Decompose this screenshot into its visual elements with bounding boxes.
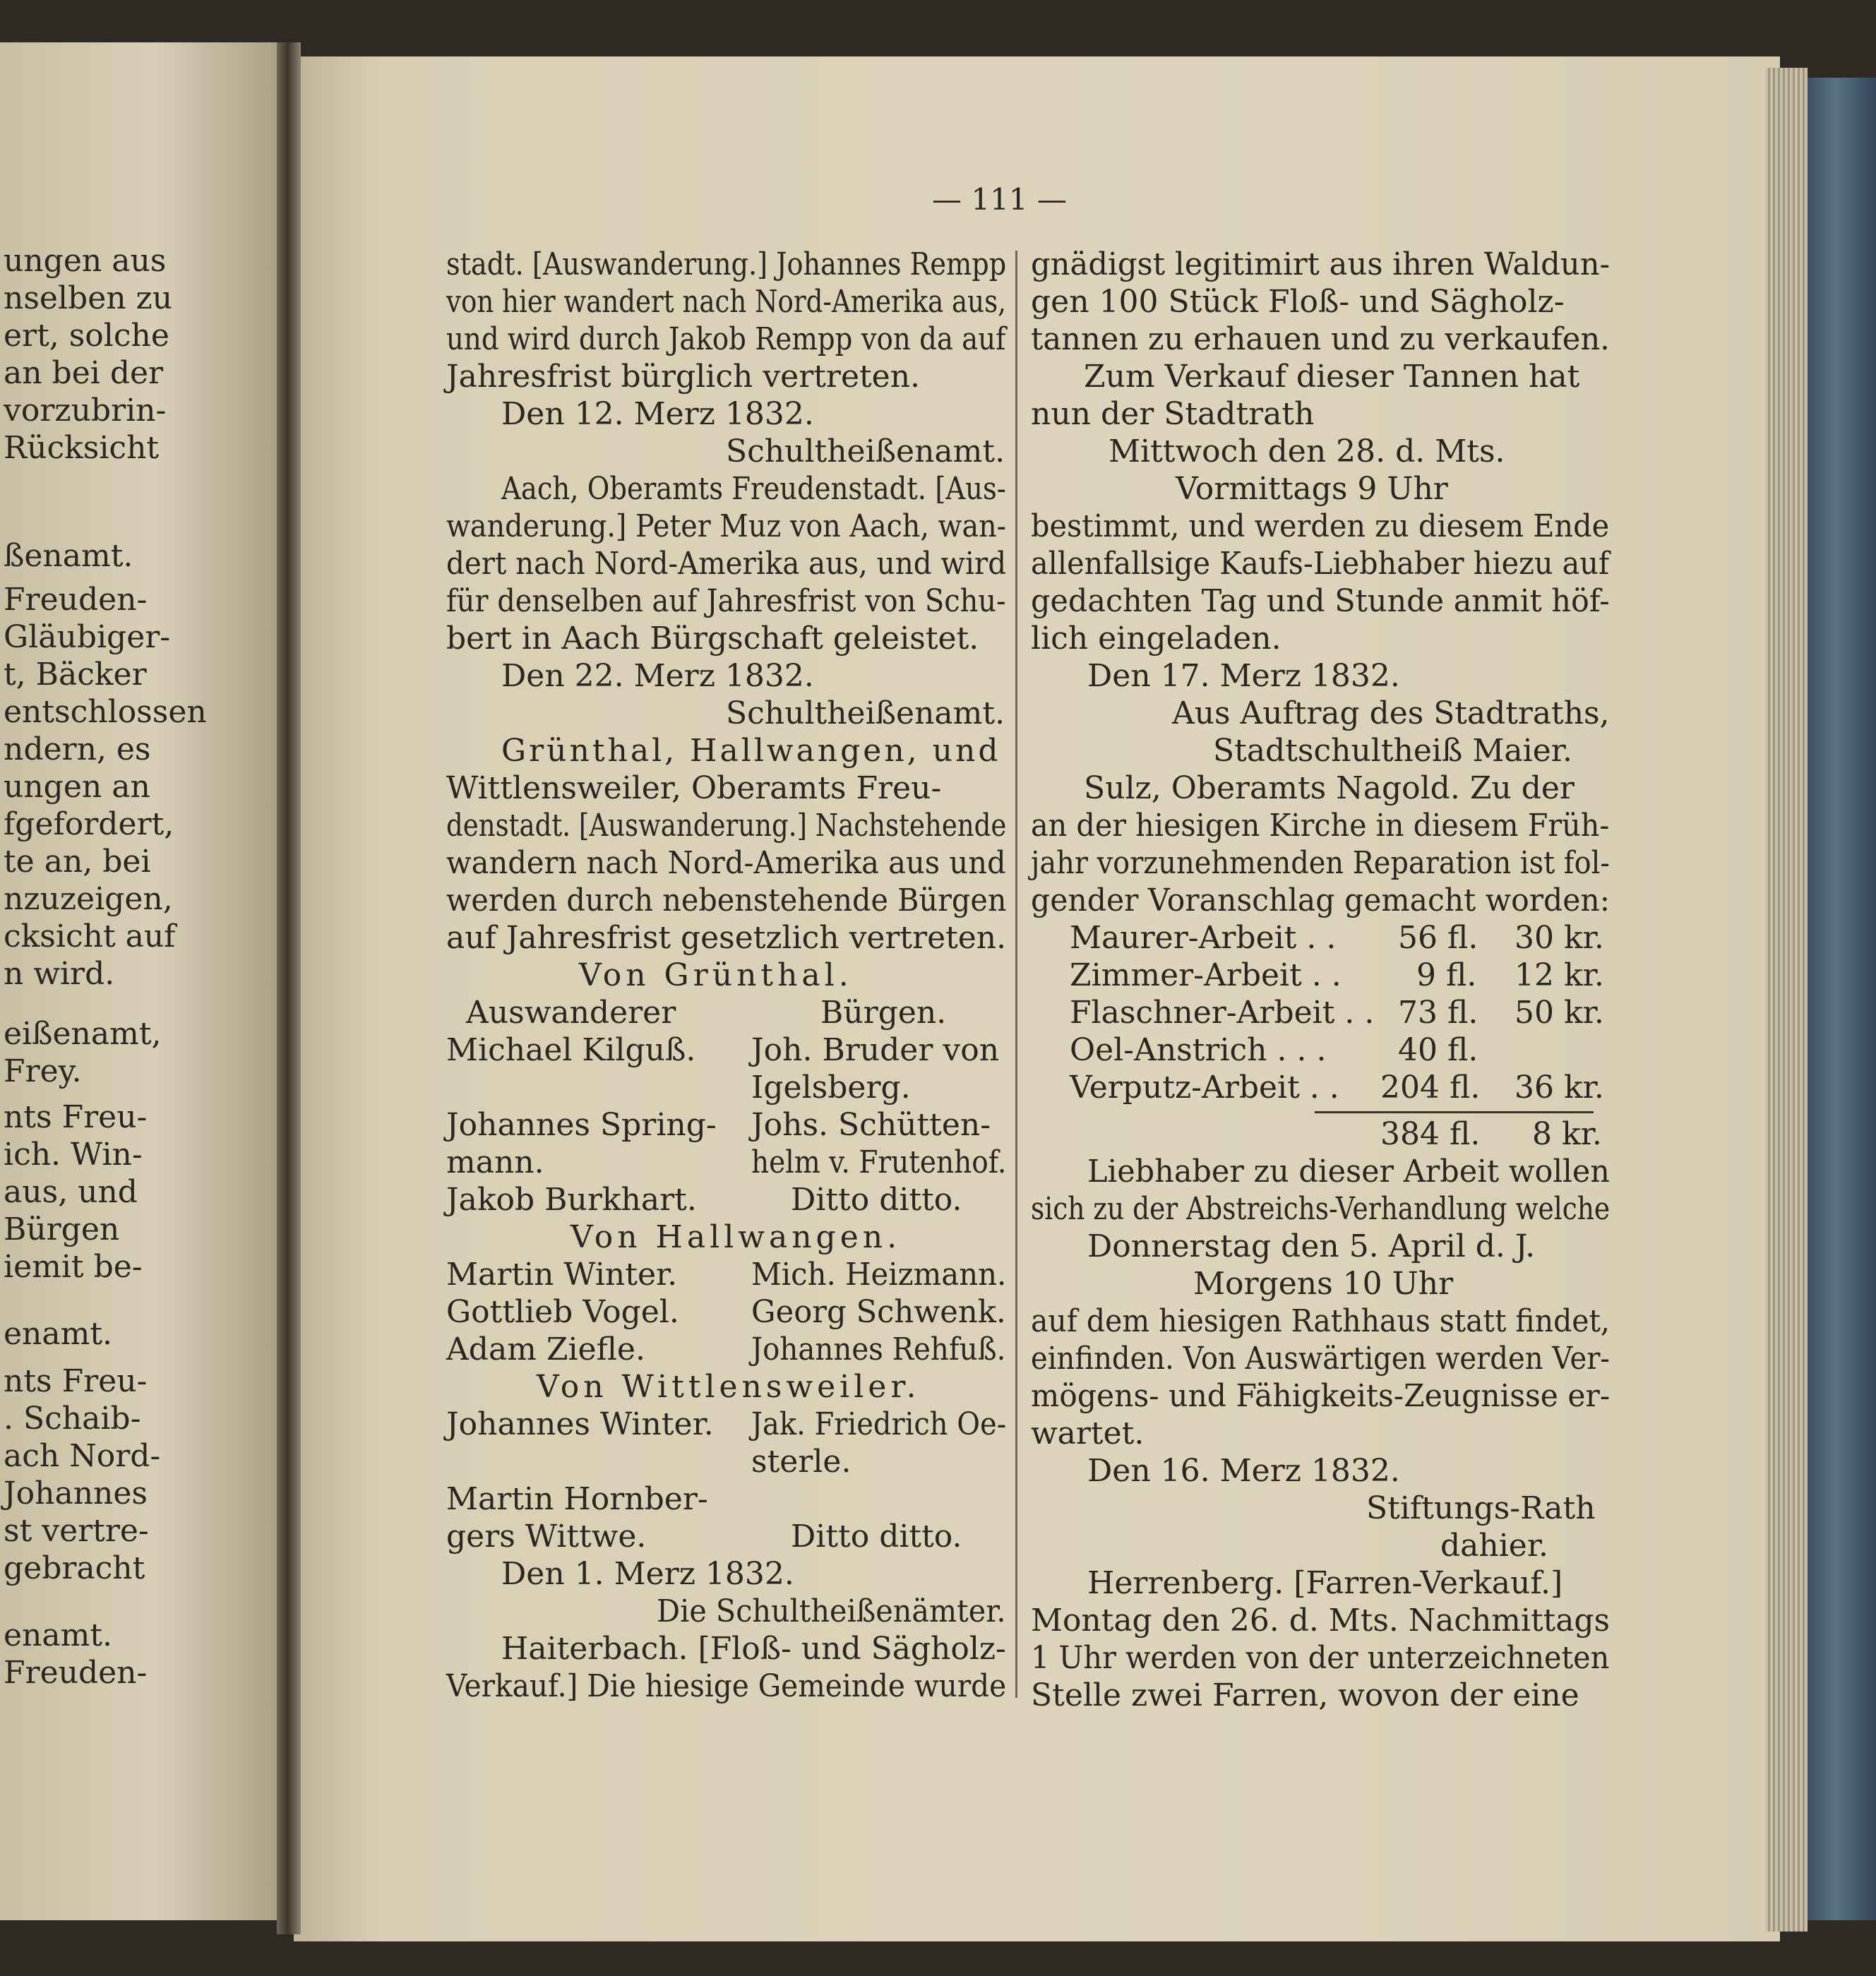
guarantor-name: Igelsberg. — [751, 1070, 911, 1106]
text-line: 1 Uhr werden von der unterzeichneten — [1031, 1640, 1610, 1676]
guarantor-name: Johs. Schütten- — [751, 1107, 991, 1143]
cost-item: Flaschner-Arbeit . . — [1070, 995, 1375, 1031]
text-line: auf Jahresfrist gesetzlich vertreten. — [446, 920, 1007, 956]
text-line: lich eingeladen. — [1031, 621, 1281, 657]
emigrant-name: Gottlieb Vogel. — [446, 1294, 679, 1330]
text-line: sich zu der Abstreichs-Verhandlung welche — [1031, 1191, 1611, 1227]
cost-kreuzer: 36 kr. — [1514, 1070, 1604, 1106]
page-number: — 111 — — [932, 182, 1067, 217]
guarantor-name: helm v. Frutenhof. — [751, 1144, 1007, 1180]
column-divider — [1015, 251, 1017, 1698]
cost-item: Zimmer-Arbeit . . — [1070, 957, 1342, 993]
text-line: gender Voranschlag gemacht worden: — [1031, 882, 1611, 918]
book-gutter — [277, 42, 301, 1934]
dateline: Den 17. Merz 1832. — [1087, 658, 1400, 694]
text-line: und wird durch Jakob Rempp von da auf — [446, 321, 1006, 357]
signature: Stiftungs-Rath — [1366, 1490, 1596, 1526]
text-line: Grünthal, Hallwangen, und — [501, 733, 1001, 769]
guarantor-name: Johannes Rehfuß. — [751, 1331, 1006, 1367]
cost-item: Maurer-Arbeit . . — [1070, 920, 1337, 956]
cost-florin: 56 fl. — [1398, 920, 1478, 956]
text-line: Stelle zwei Farren, wovon der eine — [1031, 1677, 1579, 1713]
dateline: Den 16. Merz 1832. — [1087, 1453, 1400, 1489]
section-subheading: Von Grünthal. — [579, 957, 853, 993]
signature: Stadtschultheiß Maier. — [1213, 733, 1572, 769]
book-cover-edge — [1808, 78, 1876, 1920]
section-subheading: Von Wittlensweiler. — [537, 1369, 921, 1405]
emigrant-name: Johannes Spring- — [446, 1107, 717, 1143]
left-line: fgefordert, — [4, 806, 174, 842]
emigrant-name: Martin Winter. — [446, 1257, 678, 1293]
left-line: Gläubiger- — [4, 619, 171, 655]
text-line: Jahresfrist bürglich vertreten. — [446, 359, 921, 395]
signature: Die Schultheißenämter. — [657, 1593, 1006, 1629]
guarantor-name: Mich. Heizmann. — [751, 1257, 1007, 1293]
text-line: gnädigst legitimirt aus ihren Waldun- — [1031, 246, 1611, 282]
left-line: n wird. — [4, 956, 115, 992]
emigrant-name: mann. — [446, 1144, 544, 1180]
text-line: wandern nach Nord-Amerika aus und — [446, 845, 1006, 881]
cost-kreuzer: 12 kr. — [1514, 957, 1604, 993]
text-line: wanderung.] Peter Muz von Aach, wan- — [446, 508, 1007, 544]
text-line: bestimmt, und werden zu diesem Ende — [1031, 508, 1610, 544]
sum-rule — [1315, 1111, 1594, 1113]
text-line: tannen zu erhauen und zu verkaufen. — [1031, 321, 1610, 357]
left-line: ich. Win- — [4, 1137, 143, 1173]
guarantor-name: Jak. Friedrich Oe- — [751, 1406, 1007, 1442]
left-line: enamt. — [4, 1617, 112, 1653]
text-line: Liebhaber zu dieser Arbeit wollen — [1087, 1154, 1610, 1190]
text-line: gen 100 Stück Floß- und Sägholz- — [1031, 284, 1565, 320]
text-line: allenfallsige Kaufs-Liebhaber hiezu auf — [1031, 546, 1610, 582]
left-line: an bei der — [4, 355, 164, 391]
dateline: Den 1. Merz 1832. — [501, 1556, 794, 1592]
text-line: werden durch nebenstehende Bürgen — [446, 882, 1007, 918]
left-line: Freuden- — [4, 582, 148, 618]
text-line: mögens- und Fähigkeits-Zeugnisse er- — [1031, 1378, 1611, 1414]
left-line: nselben zu — [4, 280, 173, 316]
emigrant-name: Michael Kilguß. — [446, 1032, 696, 1068]
guarantor-name: Ditto ditto. — [791, 1182, 962, 1218]
text-line: einfinden. Von Auswärtigen werden Ver- — [1031, 1341, 1610, 1377]
text-line: an der hiesigen Kirche in diesem Früh- — [1031, 808, 1610, 844]
cost-florin: 40 fl. — [1398, 1032, 1478, 1068]
left-line: aus, und — [4, 1174, 138, 1210]
left-line: eißenamt, — [4, 1016, 162, 1052]
left-line: . Schaib- — [4, 1401, 141, 1437]
text-line: von hier wandert nach Nord-Amerika aus, — [446, 284, 1006, 320]
left-line: nts Freu- — [4, 1099, 148, 1135]
left-line: ach Nord- — [4, 1438, 161, 1474]
left-line: ndern, es — [4, 731, 151, 767]
text-line: Haiterbach. [Floß- und Sägholz- — [501, 1631, 1006, 1667]
left-page-text — [0, 0, 207, 1976]
text-line: Aach, Oberamts Freudenstadt. [Aus- — [501, 471, 1006, 507]
emigrant-name: Martin Hornber- — [446, 1481, 708, 1517]
section-subheading: Von Hallwangen. — [570, 1219, 902, 1255]
cost-florin: 204 fl. — [1380, 1070, 1481, 1106]
left-line: nts Freu- — [4, 1363, 148, 1399]
text-line: gedachten Tag und Stunde anmit höf- — [1031, 583, 1610, 619]
emigrant-name: gers Wittwe. — [446, 1519, 647, 1555]
cost-item: Verputz-Arbeit . . — [1070, 1070, 1339, 1106]
cost-florin: 73 fl. — [1398, 995, 1478, 1031]
text-line: Sulz, Oberamts Nagold. Zu der — [1084, 770, 1575, 806]
text-line: Wittlensweiler, Oberamts Freu- — [446, 770, 942, 806]
text-line: Vormittags 9 Uhr — [1176, 471, 1448, 507]
cost-kreuzer: 50 kr. — [1514, 995, 1604, 1031]
left-line: ert, solche — [4, 318, 169, 354]
left-line: entschlossen — [4, 694, 207, 730]
signature: Schultheißenamt. — [726, 433, 1005, 469]
dateline: Den 12. Merz 1832. — [501, 396, 814, 432]
signature: Aus Auftrag des Stadtraths, — [1172, 695, 1610, 731]
left-line: Freuden- — [4, 1655, 148, 1691]
left-line: gebracht — [4, 1550, 145, 1586]
left-line: t, Bäcker — [4, 657, 147, 693]
text-line: Verkauf.] Die hiesige Gemeinde wurde — [446, 1668, 1007, 1704]
left-line: Rücksicht — [4, 430, 160, 466]
text-line: auf dem hiesigen Rathhaus statt findet, — [1031, 1303, 1610, 1339]
text-line: Morgens 10 Uhr — [1193, 1266, 1454, 1302]
text-line: stadt. [Auswanderung.] Johannes Rempp — [446, 246, 1007, 282]
signature: dahier. — [1440, 1528, 1549, 1564]
left-line: ungen an — [4, 769, 150, 805]
table-header-guarantors: Bürgen. — [820, 995, 947, 1031]
text-line: bert in Aach Bürgschaft geleistet. — [446, 621, 979, 657]
signature: Schultheißenamt. — [726, 695, 1005, 731]
text-line: Donnerstag den 5. April d. J. — [1087, 1228, 1536, 1264]
text-line: nun der Stadtrath — [1031, 396, 1315, 432]
guarantor-name: Joh. Bruder von — [751, 1032, 1000, 1068]
text-line: Montag den 26. d. Mts. Nachmittags — [1031, 1603, 1611, 1639]
page-edges — [1765, 68, 1808, 1932]
left-line: te an, bei — [4, 844, 151, 880]
cost-kreuzer: 30 kr. — [1514, 920, 1604, 956]
cost-total-kreuzer: 8 kr. — [1532, 1116, 1602, 1152]
left-line: Frey. — [4, 1053, 82, 1089]
text-line: Zum Verkauf dieser Tannen hat — [1084, 359, 1580, 395]
left-line: enamt. — [4, 1316, 112, 1352]
left-line: Johannes — [4, 1475, 148, 1511]
left-line: vorzubrin- — [4, 393, 167, 429]
dateline: Den 22. Merz 1832. — [501, 658, 814, 694]
text-line: Mittwoch den 28. d. Mts. — [1109, 433, 1505, 469]
emigrant-name: Johannes Winter. — [446, 1406, 714, 1442]
left-line: st vertre- — [4, 1513, 149, 1549]
text-line: für denselben auf Jahresfrist von Schu- — [446, 583, 1006, 619]
cost-florin: 9 fl. — [1416, 957, 1477, 993]
guarantor-name: Georg Schwenk. — [751, 1294, 1006, 1330]
emigrant-name: Adam Ziefle. — [446, 1331, 645, 1367]
left-line: Bürgen — [4, 1211, 120, 1247]
text-line: denstadt. [Auswanderung.] Nachstehende — [446, 808, 1007, 844]
text-line: dert nach Nord-Amerika aus, und wird — [446, 546, 1007, 582]
text-line: jahr vorzunehmenden Reparation ist fol- — [1031, 845, 1610, 881]
emigrant-name: Jakob Burkhart. — [446, 1182, 697, 1218]
left-line: ungen aus — [4, 243, 167, 279]
guarantor-name: sterle. — [751, 1444, 852, 1480]
guarantor-name: Ditto ditto. — [791, 1519, 962, 1555]
left-line: cksicht auf — [4, 918, 176, 954]
cost-item: Oel-Anstrich . . . — [1070, 1032, 1327, 1068]
table-header-emigrants: Auswanderer — [466, 995, 676, 1031]
left-line: iemit be- — [4, 1249, 143, 1285]
left-line: ßenamt. — [4, 538, 133, 574]
cost-total-florin: 384 fl. — [1380, 1116, 1481, 1152]
text-line: Herrenberg. [Farren-Verkauf.] — [1087, 1565, 1563, 1601]
text-line: wartet. — [1031, 1415, 1145, 1451]
left-line: nzuzeigen, — [4, 881, 173, 917]
